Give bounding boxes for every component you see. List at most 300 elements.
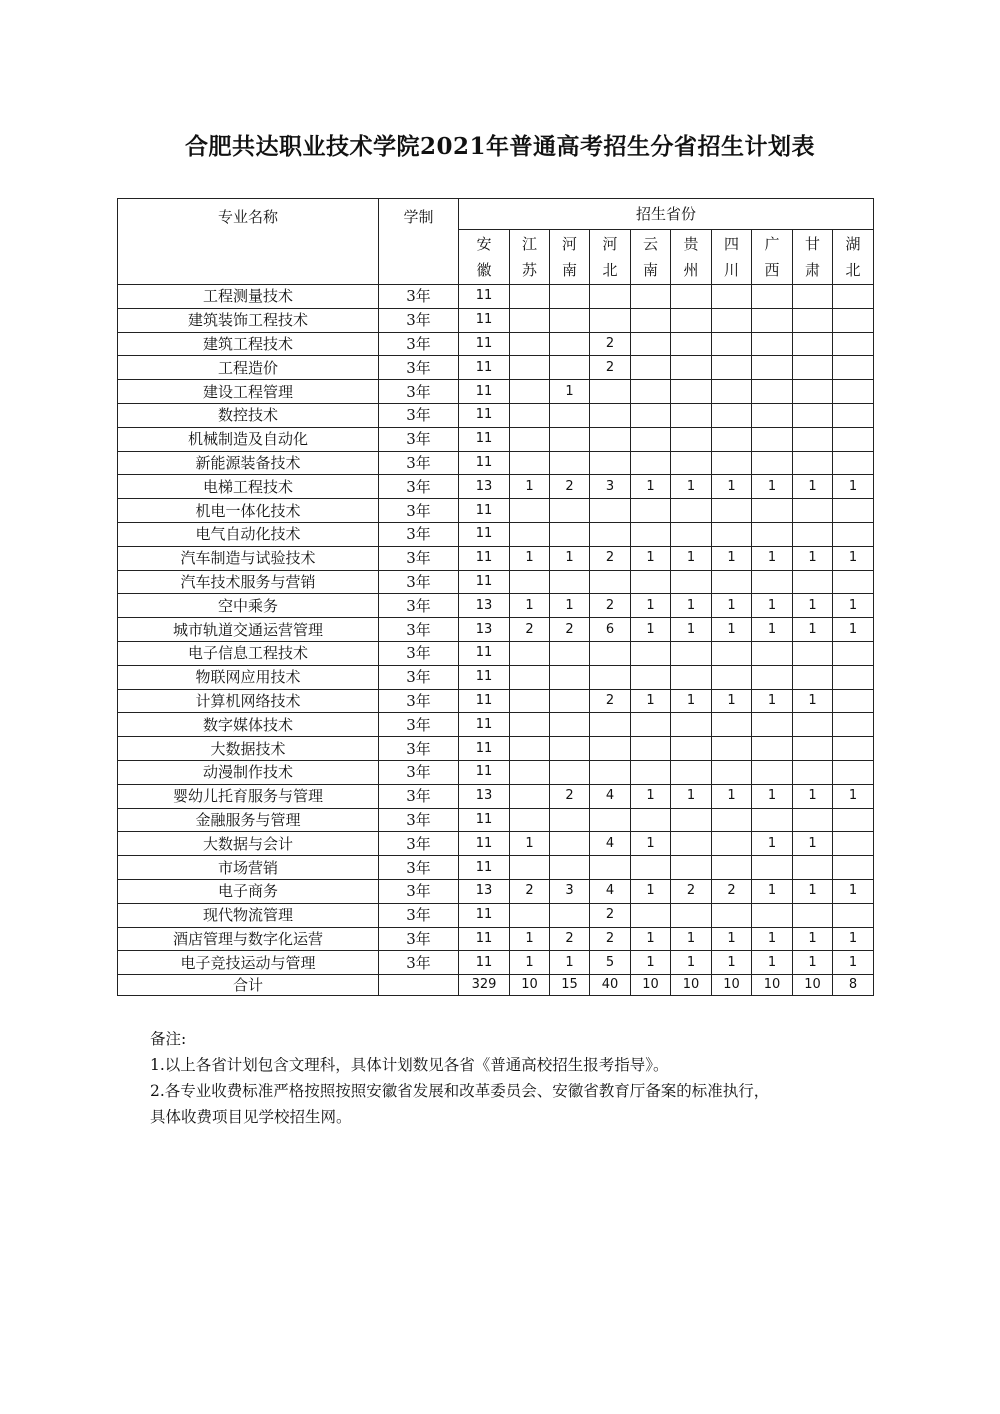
table-row <box>118 356 874 380</box>
cell-quota <box>550 499 590 523</box>
cell-quota <box>671 403 712 427</box>
header-duration: 学制 <box>379 199 459 285</box>
cell-duration: 3年 <box>379 380 459 404</box>
cell-quota: 1 <box>752 594 793 618</box>
cell-quota: 1 <box>631 594 671 618</box>
header-province-char: 四 <box>723 235 739 253</box>
cell-quota <box>833 356 874 380</box>
cell-quota: 1 <box>712 951 752 975</box>
cell-quota: 11 <box>459 380 510 404</box>
cell-quota <box>590 308 631 332</box>
cell-quota <box>510 784 550 808</box>
cell-quota <box>590 285 631 309</box>
header-province <box>550 230 590 285</box>
cell-quota <box>550 332 590 356</box>
table-row <box>118 522 874 546</box>
cell-quota <box>671 522 712 546</box>
cell-duration: 3年 <box>379 308 459 332</box>
cell-quota <box>550 665 590 689</box>
cell-quota <box>631 570 671 594</box>
cell-quota <box>833 832 874 856</box>
cell-duration: 3年 <box>379 594 459 618</box>
table-row <box>118 285 874 309</box>
cell-quota: 1 <box>752 879 793 903</box>
cell-quota <box>752 641 793 665</box>
cell-quota: 1 <box>631 784 671 808</box>
cell-quota <box>752 380 793 404</box>
cell-quota: 2 <box>590 356 631 380</box>
cell-quota <box>590 641 631 665</box>
cell-quota: 1 <box>752 475 793 499</box>
cell-duration: 3年 <box>379 618 459 642</box>
cell-quota <box>550 427 590 451</box>
cell-duration: 3年 <box>379 808 459 832</box>
table-row <box>118 451 874 475</box>
cell-quota <box>550 808 590 832</box>
cell-quota <box>671 332 712 356</box>
table-row <box>118 570 874 594</box>
header-province-char: 广 <box>764 235 780 253</box>
cell-quota <box>590 856 631 880</box>
cell-quota <box>671 308 712 332</box>
cell-quota: 11 <box>459 808 510 832</box>
cell-quota: 1 <box>793 927 833 951</box>
table-row <box>118 380 874 404</box>
cell-quota <box>833 760 874 784</box>
header-province-char: 河 <box>561 235 577 253</box>
cell-quota: 11 <box>459 689 510 713</box>
cell-quota: 1 <box>752 927 793 951</box>
cell-quota <box>793 808 833 832</box>
cell-quota: 11 <box>459 927 510 951</box>
cell-duration: 3年 <box>379 665 459 689</box>
cell-quota <box>712 641 752 665</box>
cell-quota <box>590 760 631 784</box>
cell-major: 工程测量技术 <box>118 285 379 309</box>
cell-quota: 1 <box>712 927 752 951</box>
cell-quota <box>712 832 752 856</box>
cell-quota <box>712 308 752 332</box>
cell-duration: 3年 <box>379 451 459 475</box>
cell-quota <box>793 522 833 546</box>
cell-quota: 1 <box>793 689 833 713</box>
cell-duration: 3年 <box>379 546 459 570</box>
cell-quota: 1 <box>712 689 752 713</box>
cell-quota: 1 <box>550 380 590 404</box>
cell-quota <box>510 856 550 880</box>
table-row <box>118 927 874 951</box>
cell-quota <box>590 380 631 404</box>
cell-major: 机电一体化技术 <box>118 499 379 523</box>
cell-quota: 3 <box>550 879 590 903</box>
cell-quota <box>671 737 712 761</box>
cell-quota <box>671 285 712 309</box>
header-province-char: 甘 <box>804 235 820 253</box>
table-row <box>118 856 874 880</box>
cell-quota: 1 <box>752 618 793 642</box>
cell-quota: 1 <box>712 618 752 642</box>
cell-duration: 3年 <box>379 856 459 880</box>
cell-quota: 4 <box>590 832 631 856</box>
cell-quota <box>550 285 590 309</box>
cell-quota <box>793 641 833 665</box>
cell-quota: 1 <box>793 594 833 618</box>
cell-quota: 1 <box>631 618 671 642</box>
cell-quota <box>793 427 833 451</box>
cell-duration: 3年 <box>379 356 459 380</box>
cell-major: 工程造价 <box>118 356 379 380</box>
cell-quota <box>752 737 793 761</box>
cell-quota <box>833 808 874 832</box>
cell-quota: 1 <box>671 951 712 975</box>
cell-major: 合计 <box>118 975 379 996</box>
cell-major: 数字媒体技术 <box>118 713 379 737</box>
cell-quota: 2 <box>671 879 712 903</box>
cell-major: 电子信息工程技术 <box>118 641 379 665</box>
note-item: 具体收费项目见学校招生网。 <box>150 1108 352 1126</box>
cell-quota <box>631 808 671 832</box>
cell-quota: 1 <box>712 475 752 499</box>
cell-major: 金融服务与管理 <box>118 808 379 832</box>
table-row <box>118 737 874 761</box>
cell-quota <box>631 760 671 784</box>
cell-quota: 2 <box>590 927 631 951</box>
cell-quota: 1 <box>550 546 590 570</box>
cell-quota <box>793 285 833 309</box>
cell-quota: 1 <box>631 927 671 951</box>
cell-quota <box>671 570 712 594</box>
cell-quota: 329 <box>459 975 510 996</box>
cell-quota: 11 <box>459 641 510 665</box>
header-province <box>752 230 793 285</box>
cell-quota: 1 <box>631 546 671 570</box>
cell-quota <box>590 665 631 689</box>
cell-duration: 3年 <box>379 903 459 927</box>
cell-major: 电子竞技运动与管理 <box>118 951 379 975</box>
cell-quota: 13 <box>459 618 510 642</box>
cell-quota: 1 <box>752 951 793 975</box>
cell-quota <box>510 903 550 927</box>
cell-quota <box>752 903 793 927</box>
cell-quota <box>631 427 671 451</box>
cell-quota: 1 <box>671 784 712 808</box>
cell-quota <box>590 737 631 761</box>
cell-quota: 2 <box>550 784 590 808</box>
cell-quota <box>510 308 550 332</box>
cell-major: 新能源装备技术 <box>118 451 379 475</box>
cell-quota <box>833 737 874 761</box>
header-province <box>510 230 550 285</box>
cell-quota <box>833 285 874 309</box>
cell-quota <box>631 713 671 737</box>
cell-duration: 3年 <box>379 879 459 903</box>
cell-duration: 3年 <box>379 641 459 665</box>
cell-quota <box>833 689 874 713</box>
cell-quota <box>793 499 833 523</box>
cell-quota <box>833 332 874 356</box>
cell-quota: 1 <box>510 951 550 975</box>
cell-quota: 10 <box>712 975 752 996</box>
cell-quota <box>550 522 590 546</box>
cell-quota: 11 <box>459 356 510 380</box>
table-row <box>118 641 874 665</box>
cell-quota <box>631 522 671 546</box>
cell-duration: 3年 <box>379 475 459 499</box>
cell-quota: 11 <box>459 713 510 737</box>
cell-quota <box>833 380 874 404</box>
cell-quota <box>712 285 752 309</box>
cell-quota <box>631 665 671 689</box>
table-row <box>118 308 874 332</box>
cell-quota <box>510 380 550 404</box>
cell-quota: 1 <box>712 594 752 618</box>
cell-quota: 4 <box>590 784 631 808</box>
page-title: 合肥共达职业技术学院2021年普通高考招生分省招生计划表 <box>184 133 815 160</box>
cell-quota <box>590 427 631 451</box>
cell-quota: 11 <box>459 903 510 927</box>
cell-quota: 2 <box>510 879 550 903</box>
cell-major: 大数据技术 <box>118 737 379 761</box>
cell-quota: 1 <box>550 951 590 975</box>
cell-quota: 2 <box>550 475 590 499</box>
cell-major: 机械制造及自动化 <box>118 427 379 451</box>
cell-duration: 3年 <box>379 427 459 451</box>
cell-quota <box>510 499 550 523</box>
cell-quota: 5 <box>590 951 631 975</box>
cell-quota <box>590 713 631 737</box>
cell-quota: 11 <box>459 832 510 856</box>
cell-quota <box>671 760 712 784</box>
cell-quota <box>752 451 793 475</box>
table-row <box>118 665 874 689</box>
table-row <box>118 879 874 903</box>
cell-quota: 2 <box>550 618 590 642</box>
cell-quota: 1 <box>671 546 712 570</box>
cell-duration <box>379 975 459 996</box>
cell-quota <box>590 808 631 832</box>
cell-quota <box>550 760 590 784</box>
cell-quota <box>712 665 752 689</box>
cell-quota <box>671 808 712 832</box>
cell-quota: 1 <box>833 618 874 642</box>
cell-quota: 1 <box>833 879 874 903</box>
cell-duration: 3年 <box>379 927 459 951</box>
cell-quota: 11 <box>459 737 510 761</box>
cell-quota: 1 <box>752 832 793 856</box>
cell-quota <box>793 665 833 689</box>
table-row <box>118 832 874 856</box>
cell-quota <box>833 427 874 451</box>
table-row <box>118 546 874 570</box>
table-row <box>118 808 874 832</box>
cell-quota <box>510 285 550 309</box>
cell-quota: 2 <box>590 689 631 713</box>
cell-quota: 1 <box>671 618 712 642</box>
notes <box>150 1026 870 1130</box>
cell-duration: 3年 <box>379 832 459 856</box>
cell-quota: 1 <box>833 546 874 570</box>
cell-quota: 11 <box>459 427 510 451</box>
cell-quota: 10 <box>793 975 833 996</box>
cell-quota <box>510 713 550 737</box>
cell-quota <box>712 570 752 594</box>
cell-quota <box>510 808 550 832</box>
cell-quota <box>793 308 833 332</box>
cell-duration: 3年 <box>379 403 459 427</box>
cell-major: 动漫制作技术 <box>118 760 379 784</box>
cell-quota: 1 <box>631 475 671 499</box>
cell-quota: 1 <box>833 927 874 951</box>
cell-quota <box>793 403 833 427</box>
cell-quota: 13 <box>459 475 510 499</box>
cell-quota <box>671 380 712 404</box>
cell-major: 汽车技术服务与营销 <box>118 570 379 594</box>
header-province-char: 南 <box>642 261 658 279</box>
table-row <box>118 784 874 808</box>
cell-quota <box>793 332 833 356</box>
cell-quota <box>510 522 550 546</box>
header-province-char: 河 <box>602 235 618 253</box>
cell-quota: 11 <box>459 546 510 570</box>
cell-major: 建筑工程技术 <box>118 332 379 356</box>
cell-quota <box>550 689 590 713</box>
cell-major: 大数据与会计 <box>118 832 379 856</box>
cell-quota: 1 <box>510 594 550 618</box>
cell-major: 空中乘务 <box>118 594 379 618</box>
cell-quota <box>671 665 712 689</box>
cell-quota <box>590 570 631 594</box>
cell-quota: 40 <box>590 975 631 996</box>
cell-quota <box>712 427 752 451</box>
note-item: 2.各专业收费标准严格按照按照安徽省发展和改革委员会、安徽省教育厅备案的标准执行， <box>150 1082 770 1100</box>
cell-quota <box>793 737 833 761</box>
table-row <box>118 594 874 618</box>
cell-quota: 11 <box>459 760 510 784</box>
cell-quota <box>712 808 752 832</box>
table-row <box>118 713 874 737</box>
cell-quota <box>550 308 590 332</box>
cell-quota <box>550 832 590 856</box>
cell-quota <box>631 403 671 427</box>
header-province-char: 肃 <box>804 261 820 279</box>
cell-quota <box>833 903 874 927</box>
cell-quota: 11 <box>459 951 510 975</box>
cell-quota: 11 <box>459 570 510 594</box>
cell-quota: 1 <box>712 546 752 570</box>
cell-quota <box>712 499 752 523</box>
cell-quota <box>712 332 752 356</box>
cell-quota <box>550 356 590 380</box>
cell-quota: 1 <box>793 546 833 570</box>
cell-quota <box>752 713 793 737</box>
header-province-char: 徽 <box>476 261 492 279</box>
cell-quota <box>752 403 793 427</box>
cell-quota: 2 <box>590 594 631 618</box>
cell-quota <box>833 856 874 880</box>
cell-quota: 1 <box>510 475 550 499</box>
cell-quota: 1 <box>833 594 874 618</box>
total-row <box>118 975 874 996</box>
cell-duration: 3年 <box>379 951 459 975</box>
cell-quota <box>550 856 590 880</box>
header-province-char: 北 <box>845 261 861 279</box>
cell-quota <box>752 856 793 880</box>
cell-quota <box>510 689 550 713</box>
cell-quota <box>752 760 793 784</box>
cell-quota <box>793 856 833 880</box>
header-province <box>793 230 833 285</box>
cell-quota <box>631 332 671 356</box>
cell-quota <box>631 737 671 761</box>
cell-quota <box>833 308 874 332</box>
cell-quota <box>671 641 712 665</box>
cell-quota: 1 <box>671 594 712 618</box>
header-province-char: 安 <box>476 235 492 253</box>
cell-quota <box>793 903 833 927</box>
cell-quota <box>712 713 752 737</box>
cell-quota <box>833 713 874 737</box>
cell-quota: 1 <box>752 784 793 808</box>
cell-quota: 2 <box>712 879 752 903</box>
cell-quota: 4 <box>590 879 631 903</box>
table-row <box>118 499 874 523</box>
cell-duration: 3年 <box>379 784 459 808</box>
cell-quota <box>510 570 550 594</box>
enrollment-plan-table <box>117 198 874 996</box>
cell-quota <box>631 451 671 475</box>
cell-quota <box>631 380 671 404</box>
cell-quota <box>712 903 752 927</box>
cell-quota <box>752 308 793 332</box>
cell-quota: 1 <box>793 475 833 499</box>
cell-quota <box>510 451 550 475</box>
cell-quota <box>510 427 550 451</box>
cell-quota <box>590 499 631 523</box>
cell-quota: 10 <box>752 975 793 996</box>
cell-quota: 11 <box>459 856 510 880</box>
cell-quota: 1 <box>550 594 590 618</box>
cell-quota <box>631 856 671 880</box>
cell-quota: 1 <box>793 832 833 856</box>
cell-quota <box>631 903 671 927</box>
cell-quota <box>550 403 590 427</box>
cell-major: 电气自动化技术 <box>118 522 379 546</box>
cell-quota <box>752 665 793 689</box>
header-province <box>631 230 671 285</box>
cell-quota <box>833 641 874 665</box>
cell-major: 现代物流管理 <box>118 903 379 927</box>
cell-quota: 1 <box>752 546 793 570</box>
table-row <box>118 403 874 427</box>
cell-quota <box>833 522 874 546</box>
cell-quota <box>590 451 631 475</box>
cell-major: 市场营销 <box>118 856 379 880</box>
cell-quota: 11 <box>459 451 510 475</box>
cell-quota <box>752 522 793 546</box>
cell-quota: 1 <box>712 784 752 808</box>
cell-quota <box>712 760 752 784</box>
cell-quota: 10 <box>510 975 550 996</box>
header-province-char: 西 <box>764 261 780 279</box>
cell-quota <box>590 522 631 546</box>
cell-quota: 1 <box>833 475 874 499</box>
cell-duration: 3年 <box>379 737 459 761</box>
cell-quota <box>793 451 833 475</box>
cell-quota <box>590 403 631 427</box>
cell-duration: 3年 <box>379 760 459 784</box>
cell-quota: 1 <box>833 951 874 975</box>
cell-quota: 11 <box>459 285 510 309</box>
